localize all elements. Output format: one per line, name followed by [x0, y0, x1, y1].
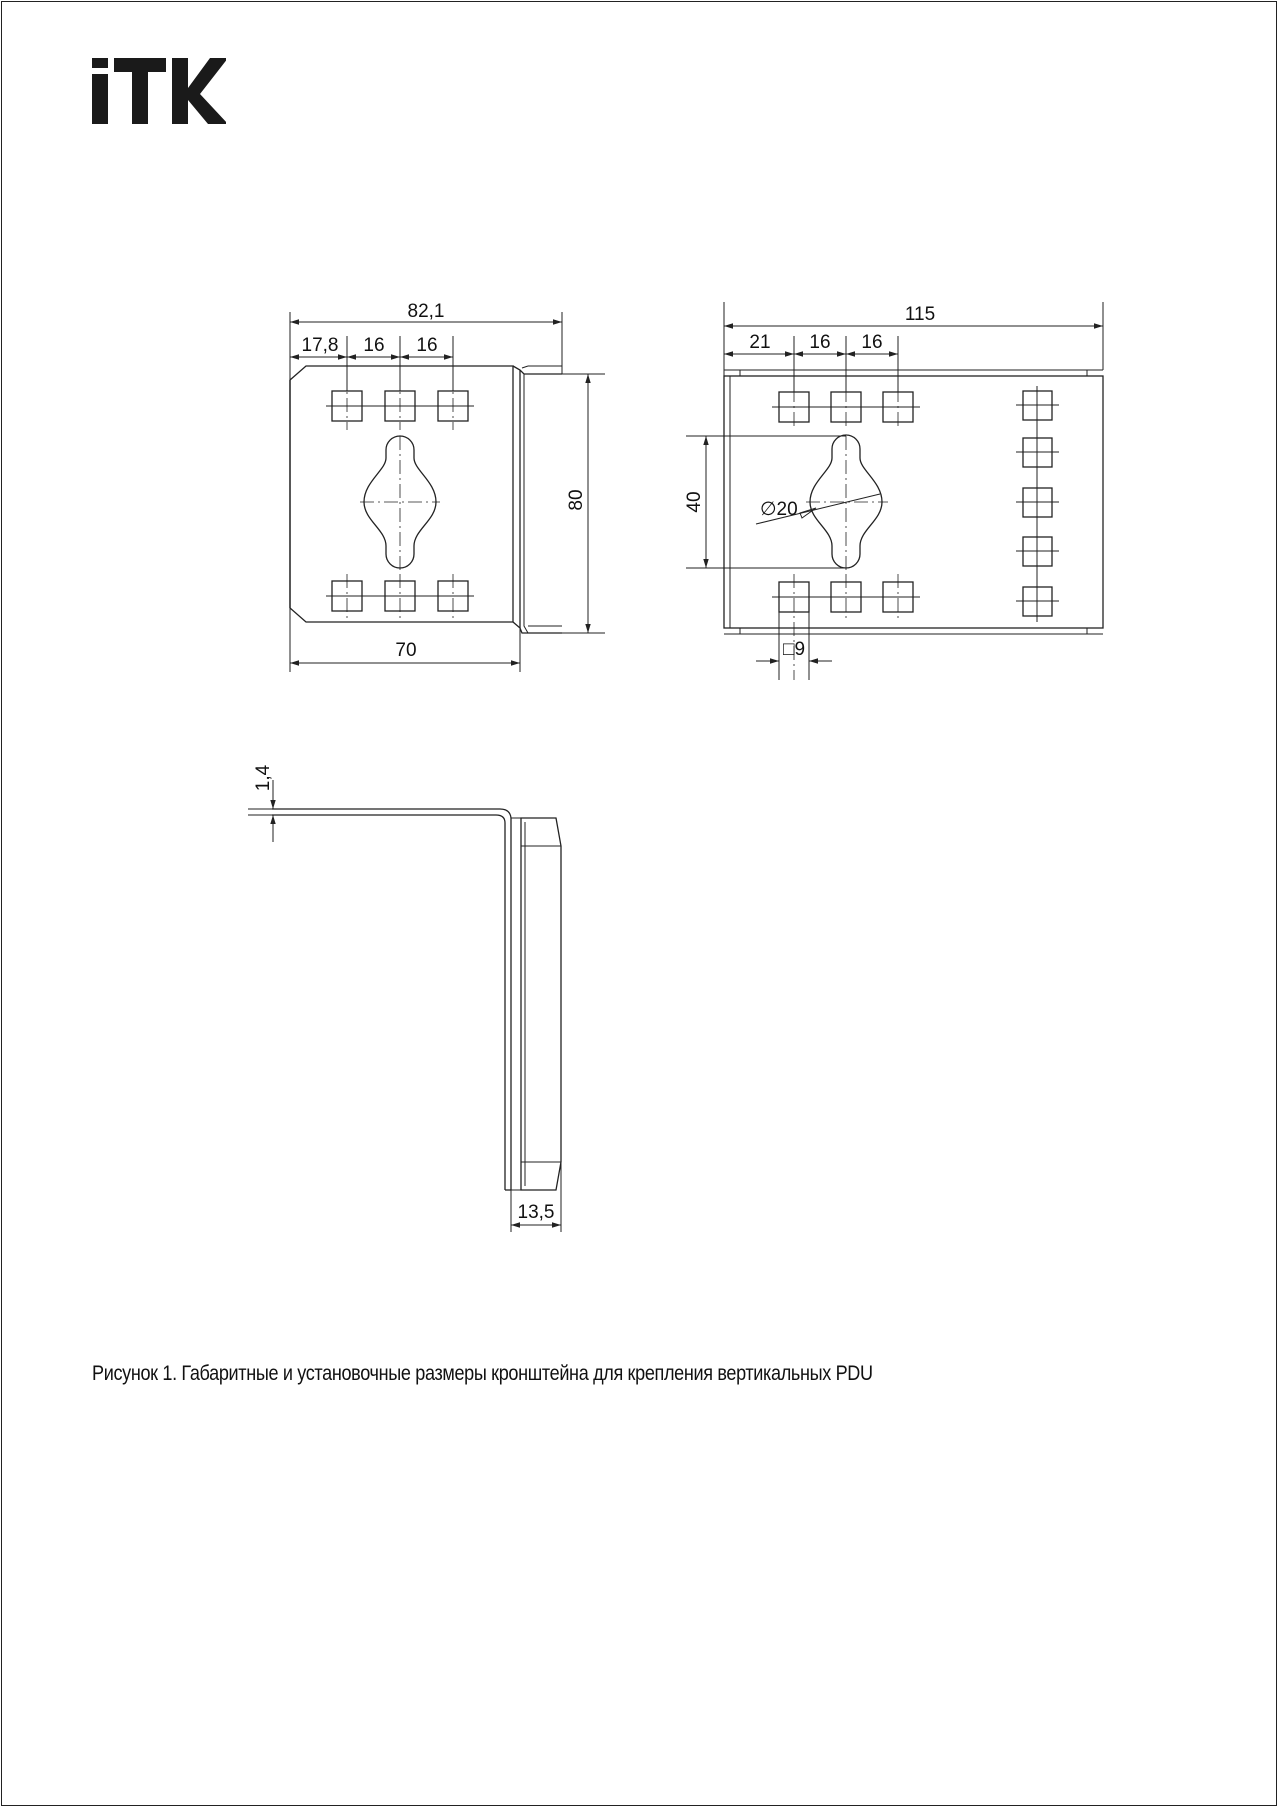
- dim-flange: 13,5: [517, 1202, 555, 1223]
- side-square-holes-column: [1016, 386, 1059, 622]
- dim-diameter: ∅20: [760, 499, 798, 520]
- dim-side-pitch-1: 16: [809, 332, 831, 353]
- dim-base-width: 70: [395, 640, 417, 661]
- profile-view: [248, 764, 561, 1232]
- dim-pitch-1: 16: [363, 335, 385, 356]
- dim-square: □9: [783, 639, 806, 660]
- square-holes-bottom: [326, 574, 474, 618]
- dim-pitch-2: 16: [416, 335, 438, 356]
- dim-side-offset: 21: [749, 332, 771, 353]
- side-view: [684, 302, 1103, 680]
- dim-offset: 17,8: [301, 335, 339, 356]
- figure-caption: Рисунок 1. Габаритные и установочные размеры кронштейна для крепления вертикальных PDU: [92, 1362, 873, 1385]
- front-view: [290, 301, 605, 672]
- dim-side-overall-width: 115: [904, 304, 936, 325]
- dim-height: 80: [566, 489, 587, 511]
- dim-side-pitch-2: 16: [861, 332, 883, 353]
- dim-slot-spacing: 40: [684, 491, 705, 513]
- dim-overall-width: 82,1: [407, 301, 445, 322]
- dim-thickness: 1,4: [253, 764, 274, 792]
- side-square-holes-bottom: [772, 574, 920, 680]
